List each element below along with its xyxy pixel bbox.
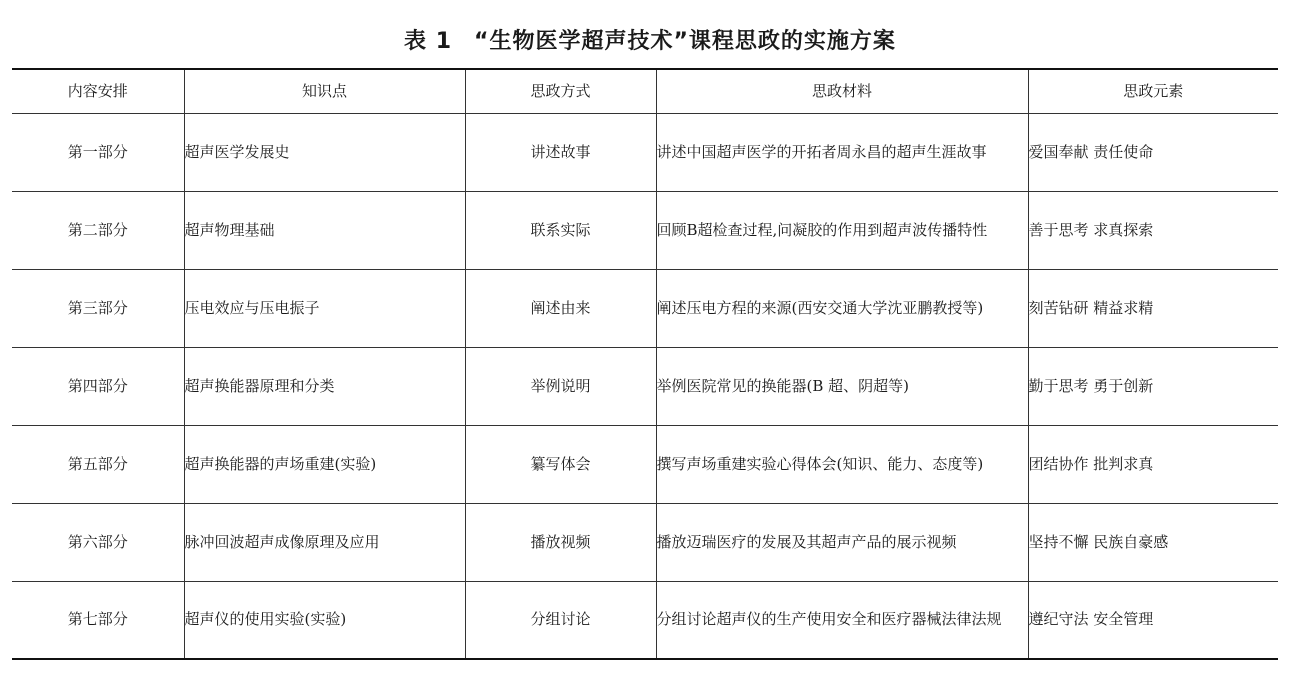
cell-knowledge: 超声仪的使用实验(实验)	[184, 581, 465, 659]
cell-method: 讲述故事	[465, 113, 656, 191]
header-element: 思政元素	[1028, 69, 1278, 113]
table-row	[12, 425, 1278, 503]
cell-knowledge: 压电效应与压电振子	[184, 269, 465, 347]
header-method: 思政方式	[465, 69, 656, 113]
cell-element: 善于思考 求真探索	[1028, 191, 1278, 269]
cell-part: 第三部分	[12, 269, 184, 347]
cell-method: 联系实际	[465, 191, 656, 269]
table-row	[12, 347, 1278, 425]
cell-element: 爱国奉献 责任使命	[1028, 113, 1278, 191]
cell-material: 分组讨论超声仪的生产使用安全和医疗器械法律法规	[656, 581, 1028, 659]
cell-knowledge: 超声换能器原理和分类	[184, 347, 465, 425]
cell-knowledge: 超声换能器的声场重建(实验)	[184, 425, 465, 503]
cell-element: 勤于思考 勇于创新	[1028, 347, 1278, 425]
table-row	[12, 269, 1278, 347]
cell-element: 遵纪守法 安全管理	[1028, 581, 1278, 659]
cell-element: 团结协作 批判求真	[1028, 425, 1278, 503]
cell-part: 第六部分	[12, 503, 184, 581]
implementation-plan-table	[12, 68, 1278, 660]
cell-knowledge: 脉冲回波超声成像原理及应用	[184, 503, 465, 581]
table-title: “生物医学超声技术”课程思政的实施方案	[474, 29, 896, 54]
cell-part: 第一部分	[12, 113, 184, 191]
header-content-arrangement: 内容安排	[12, 69, 184, 113]
cell-material: 播放迈瑞医疗的发展及其超声产品的展示视频	[656, 503, 1028, 581]
cell-method: 播放视频	[465, 503, 656, 581]
table-caption	[0, 24, 1300, 55]
cell-knowledge: 超声医学发展史	[184, 113, 465, 191]
cell-part: 第二部分	[12, 191, 184, 269]
table-row	[12, 113, 1278, 191]
table-row	[12, 503, 1278, 581]
header-knowledge-point: 知识点	[184, 69, 465, 113]
cell-method: 分组讨论	[465, 581, 656, 659]
header-material: 思政材料	[656, 69, 1028, 113]
cell-part: 第七部分	[12, 581, 184, 659]
table-row	[12, 191, 1278, 269]
cell-method: 阐述由来	[465, 269, 656, 347]
table-number: 表 1	[404, 29, 453, 54]
header-row	[12, 69, 1278, 113]
cell-element: 刻苦钻研 精益求精	[1028, 269, 1278, 347]
cell-element: 坚持不懈 民族自豪感	[1028, 503, 1278, 581]
cell-method: 举例说明	[465, 347, 656, 425]
cell-material: 阐述压电方程的来源(西安交通大学沈亚鹏教授等)	[656, 269, 1028, 347]
cell-part: 第四部分	[12, 347, 184, 425]
cell-material: 撰写声场重建实验心得体会(知识、能力、态度等)	[656, 425, 1028, 503]
table-row	[12, 581, 1278, 659]
cell-material: 举例医院常见的换能器(B 超、阴超等)	[656, 347, 1028, 425]
cell-material: 回顾B超检查过程,问凝胶的作用到超声波传播特性	[656, 191, 1028, 269]
cell-material: 讲述中国超声医学的开拓者周永昌的超声生涯故事	[656, 113, 1028, 191]
cell-knowledge: 超声物理基础	[184, 191, 465, 269]
cell-method: 纂写体会	[465, 425, 656, 503]
cell-part: 第五部分	[12, 425, 184, 503]
